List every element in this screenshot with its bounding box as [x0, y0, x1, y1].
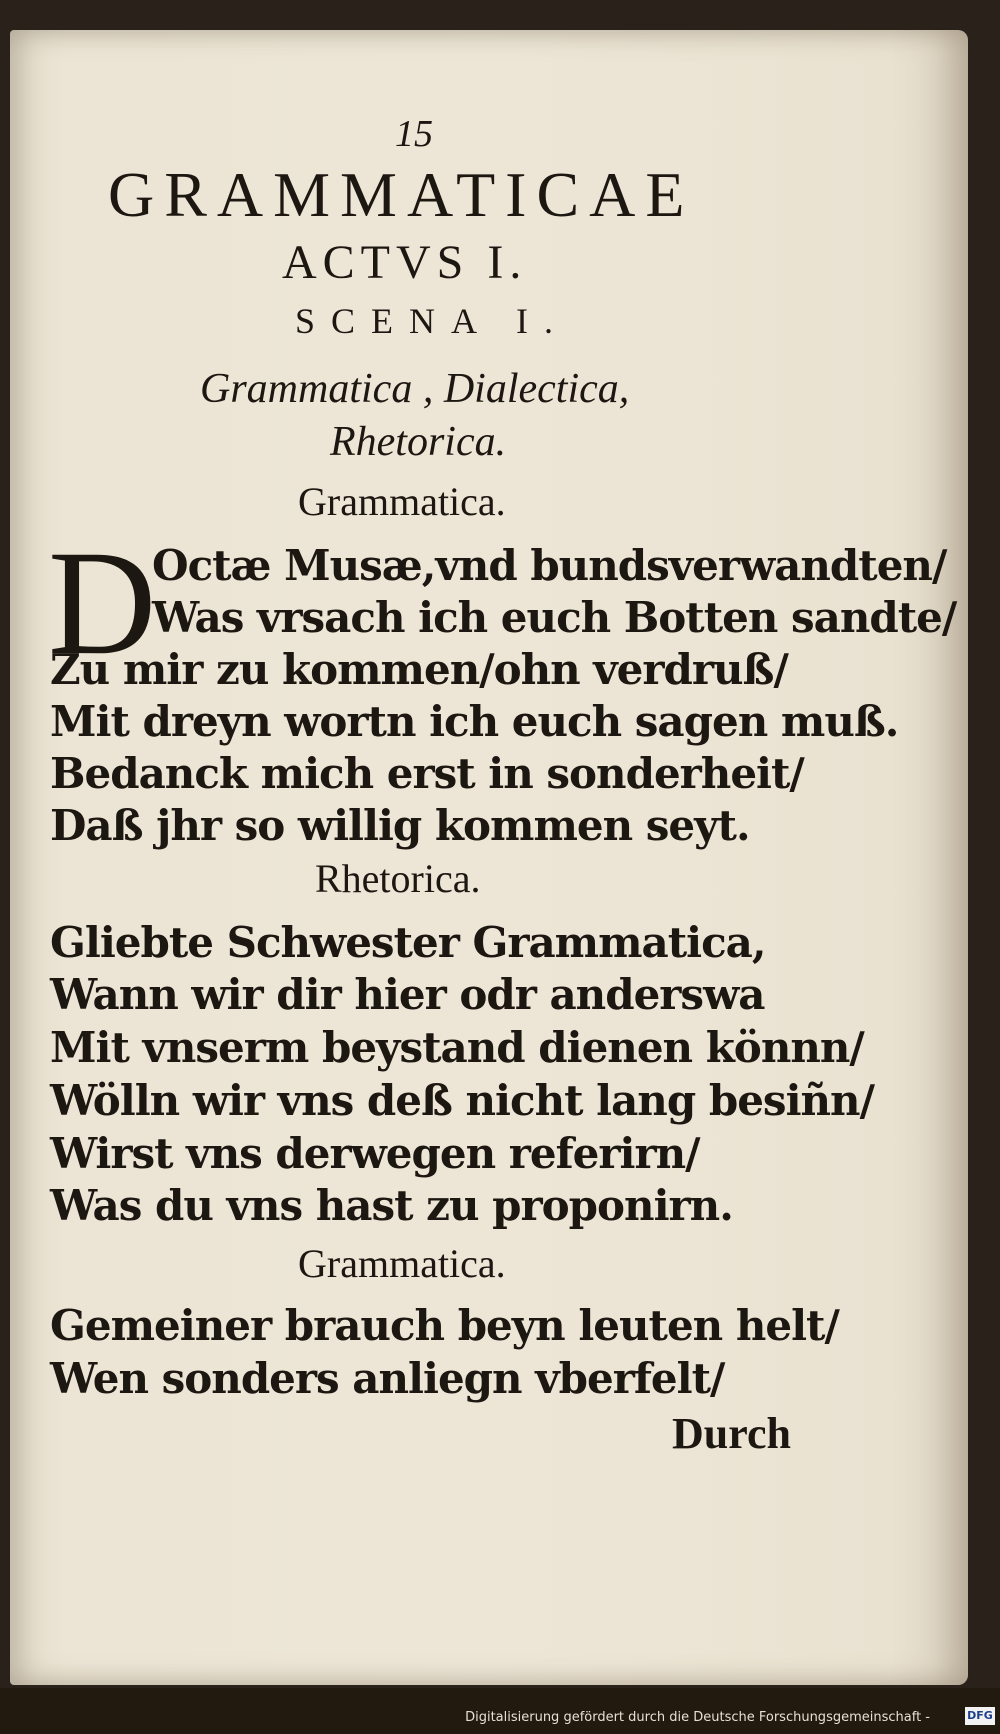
verse-line: Mit dreyn wortn ich euch sagen muß. — [50, 697, 899, 746]
verse-line: Wen sonders anliegn vberfelt/ — [50, 1354, 725, 1403]
verse-line: Octæ Musæ,vnd bundsverwandten/ — [152, 541, 947, 590]
verse-line: Wann wir dir hier odr anderswa — [50, 970, 765, 1019]
verse-line: Zu mir zu kommen/ohn verdruß/ — [50, 645, 788, 694]
cast-list-line-1: Grammatica , Dialectica, — [200, 366, 630, 412]
verse-line: Bedanck mich erst in sonderheit/ — [50, 749, 804, 798]
verse-line: Was du vns hast zu proponirn. — [50, 1181, 733, 1230]
catchword: Durch — [672, 1409, 791, 1458]
verse-line: Wölln wir vns deß nicht lang besiñn/ — [50, 1076, 874, 1125]
drop-cap-initial: D — [48, 520, 157, 686]
verse-line: Gliebte Schwester Grammatica, — [50, 918, 766, 967]
act-heading: ACTVS I. — [282, 236, 528, 289]
scene-heading: SCENA I. — [295, 301, 570, 341]
cast-list-line-2: Rhetorica. — [330, 419, 507, 465]
page-title: GRAMMATICAE — [108, 159, 695, 230]
digitization-credit: Digitalisierung gefördert durch die Deutsche Forschungsgemeinschaft - — [465, 1710, 930, 1725]
speaker-label: Grammatica. — [298, 479, 506, 524]
speaker-label: Grammatica. — [298, 1241, 506, 1286]
verse-line: Mit vnserm beystand dienen könnn/ — [50, 1023, 864, 1072]
page-number: 15 — [395, 113, 433, 155]
speaker-label: Rhetorica. — [315, 856, 481, 901]
verse-line: Wirst vns derwegen referirn/ — [50, 1129, 700, 1178]
verse-line: Gemeiner brauch beyn leuten helt/ — [50, 1301, 839, 1350]
dfg-logo-icon: DFG — [965, 1707, 995, 1725]
verse-line: Was vrsach ich euch Botten sandte/ — [152, 593, 957, 642]
verse-line: Daß jhr so willig kommen seyt. — [50, 801, 750, 850]
